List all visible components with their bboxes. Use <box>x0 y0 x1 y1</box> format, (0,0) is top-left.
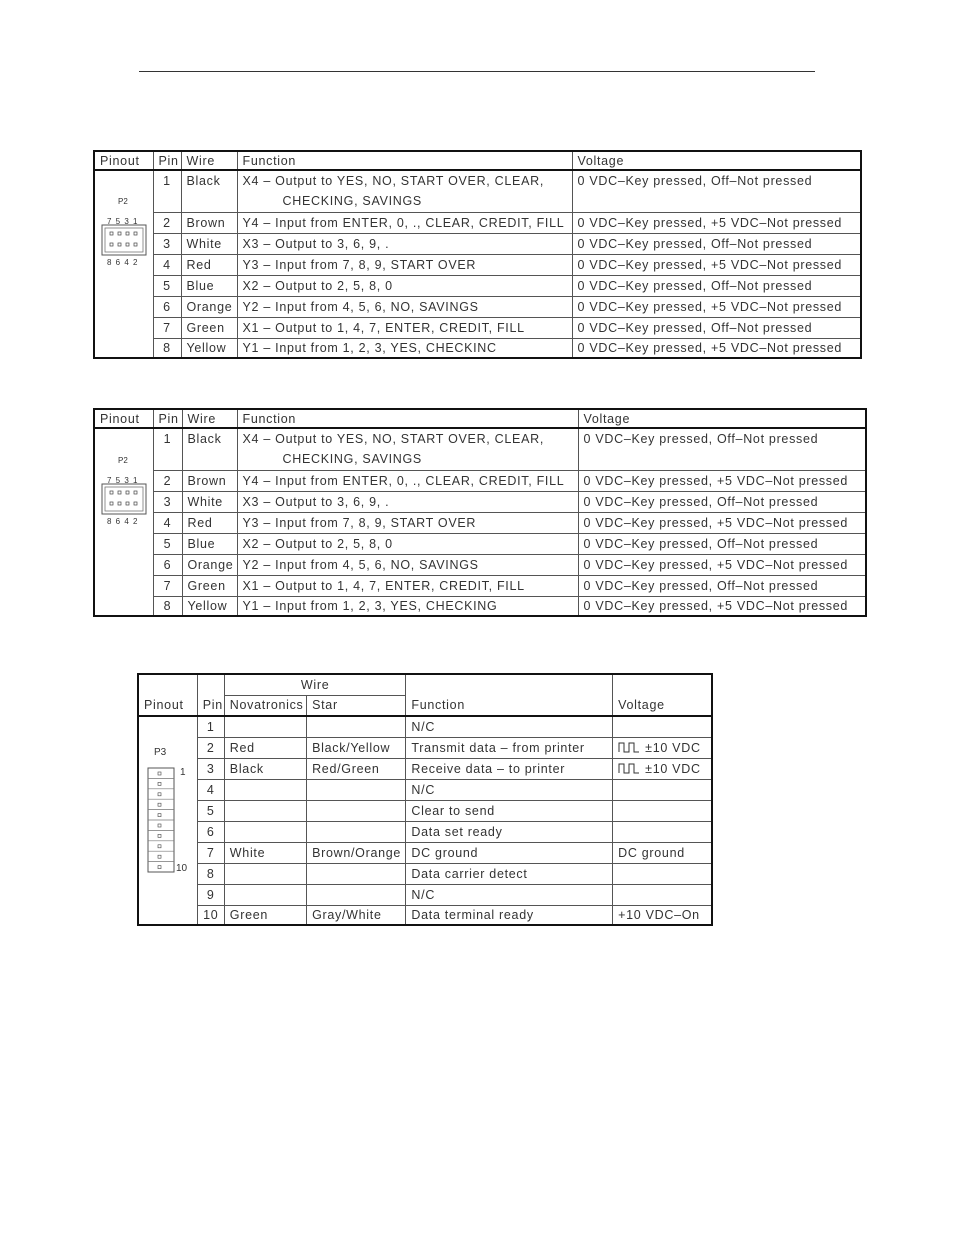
header-voltage: Voltage <box>578 409 866 428</box>
wire-cell: Green <box>182 575 237 596</box>
function-cell: N/C <box>406 779 613 800</box>
function-cell: X3 – Output to 3, 6, 9, . <box>237 233 572 254</box>
wire-cell: Orange <box>182 554 237 575</box>
header-pin: Pin <box>153 409 182 428</box>
header-novatronics: Novatronics <box>224 695 306 716</box>
function-cell: Y1 – Input from 1, 2, 3, YES, CHECKINC <box>237 338 572 358</box>
novatronics-cell: White <box>224 842 306 863</box>
pin-cell: 8 <box>197 863 224 884</box>
wire-cell: Blue <box>182 533 237 554</box>
connector-label: P2 <box>118 456 128 465</box>
novatronics-cell: Red <box>224 737 306 758</box>
header-pin: Pin <box>153 151 181 170</box>
p2-connector-diagram <box>99 191 149 271</box>
connector-cell <box>138 716 197 925</box>
pin-cell: 7 <box>153 575 182 596</box>
pin-cell: 1 <box>153 170 181 212</box>
function-line-1: X4 – Output to YES, NO, START OVER, CLEAR, <box>242 174 545 189</box>
voltage-cell: DC ground <box>613 842 712 863</box>
pin-cell: 9 <box>197 884 224 905</box>
function-cell: N/C <box>406 884 613 905</box>
star-cell: Gray/White <box>307 905 406 925</box>
star-cell: Black/Yellow <box>307 737 406 758</box>
novatronics-cell <box>224 779 306 800</box>
pin-cell: 6 <box>197 821 224 842</box>
function-cell: X1 – Output to 1, 4, 7, ENTER, CREDIT, FILL <box>237 575 578 596</box>
function-cell: X3 – Output to 3, 6, 9, . <box>237 491 578 512</box>
function-cell <box>237 428 578 470</box>
voltage-cell: 0 VDC–Key pressed, Off–Not pressed <box>578 533 866 554</box>
voltage-text: ±10 VDC <box>645 761 701 776</box>
pin-cell: 6 <box>153 554 182 575</box>
function-cell: Clear to send <box>406 800 613 821</box>
voltage-cell <box>613 716 712 737</box>
wire-cell: Black <box>181 170 237 212</box>
connector-last-pin: 10 <box>176 863 188 874</box>
function-cell: X1 – Output to 1, 4, 7, ENTER, CREDIT, FILL <box>237 317 572 338</box>
header-voltage: Voltage <box>613 674 712 716</box>
connector-icon <box>147 765 177 875</box>
wire-cell: Brown <box>182 470 237 491</box>
function-cell: Receive data – to printer <box>406 758 613 779</box>
p3-connector-diagram <box>147 741 195 881</box>
voltage-cell <box>613 821 712 842</box>
novatronics-cell <box>224 863 306 884</box>
voltage-cell: 0 VDC–Key pressed, Off–Not pressed <box>578 575 866 596</box>
wire-cell: Black <box>182 428 237 470</box>
voltage-cell: 0 VDC–Key pressed, +5 VDC–Not pressed <box>578 554 866 575</box>
voltage-cell <box>613 800 712 821</box>
pin-cell: 4 <box>153 254 181 275</box>
star-cell <box>307 821 406 842</box>
header-wire: Wire <box>181 151 237 170</box>
star-cell <box>307 779 406 800</box>
function-cell: X2 – Output to 2, 5, 8, 0 <box>237 275 572 296</box>
connector-label: P2 <box>118 197 128 206</box>
function-cell: Transmit data – from printer <box>406 737 613 758</box>
voltage-cell <box>613 863 712 884</box>
function-cell: Y2 – Input from 4, 5, 6, NO, SAVINGS <box>237 554 578 575</box>
voltage-cell <box>613 884 712 905</box>
novatronics-cell <box>224 884 306 905</box>
voltage-cell: 0 VDC–Key pressed, Off–Not pressed <box>578 491 866 512</box>
printer-pinout-table <box>137 673 713 926</box>
novatronics-cell: Green <box>224 905 306 925</box>
function-cell: Y2 – Input from 4, 5, 6, NO, SAVINGS <box>237 296 572 317</box>
function-cell: Y4 – Input from ENTER, 0, ., CLEAR, CREDIT, FILL <box>237 212 572 233</box>
voltage-cell: 0 VDC–Key pressed, +5 VDC–Not pressed <box>578 470 866 491</box>
header-pin: Pin <box>197 674 224 716</box>
star-cell <box>307 863 406 884</box>
header-wire: Wire <box>224 674 406 695</box>
pin-cell: 2 <box>153 470 182 491</box>
function-cell: DC ground <box>406 842 613 863</box>
voltage-cell: 0 VDC–Key pressed, +5 VDC–Not pressed <box>572 338 861 358</box>
star-cell <box>307 800 406 821</box>
pin-cell: 7 <box>197 842 224 863</box>
pulse-waveform-icon <box>618 763 642 774</box>
connector-bottom-pins: 8 6 4 2 <box>107 258 139 267</box>
voltage-cell: 0 VDC–Key pressed, +5 VDC–Not pressed <box>578 512 866 533</box>
function-line-2: CHECKING, SAVINGS <box>282 452 422 467</box>
voltage-cell: 0 VDC–Key pressed, +5 VDC–Not pressed <box>572 212 861 233</box>
novatronics-cell <box>224 800 306 821</box>
voltage-cell: +10 VDC–On <box>613 905 712 925</box>
pin-cell: 1 <box>197 716 224 737</box>
connector-cell <box>94 170 153 358</box>
wire-cell: Brown <box>181 212 237 233</box>
voltage-cell: 0 VDC–Key pressed, Off–Not pressed <box>578 428 866 470</box>
header-rule <box>139 71 815 72</box>
header-pinout: Pinout <box>138 674 197 716</box>
keypad-pinout-table-1 <box>93 150 862 359</box>
voltage-cell: 0 VDC–Key pressed, +5 VDC–Not pressed <box>578 596 866 616</box>
function-line-1: X4 – Output to YES, NO, START OVER, CLEAR, <box>242 432 545 447</box>
header-function: Function <box>237 151 572 170</box>
novatronics-cell: Black <box>224 758 306 779</box>
novatronics-cell <box>224 821 306 842</box>
function-cell: Data terminal ready <box>406 905 613 925</box>
wire-cell: White <box>182 491 237 512</box>
header-pinout: Pinout <box>94 151 153 170</box>
pin-cell: 3 <box>197 758 224 779</box>
header-function: Function <box>406 674 613 716</box>
function-cell: Y3 – Input from 7, 8, 9, START OVER <box>237 254 572 275</box>
pin-cell: 7 <box>153 317 181 338</box>
pin-cell: 3 <box>153 233 181 254</box>
pin-cell: 5 <box>197 800 224 821</box>
header-pinout: Pinout <box>94 409 153 428</box>
wire-cell: Blue <box>181 275 237 296</box>
function-cell: X2 – Output to 2, 5, 8, 0 <box>237 533 578 554</box>
voltage-cell <box>613 758 712 779</box>
pin-cell: 6 <box>153 296 181 317</box>
function-cell: Data carrier detect <box>406 863 613 884</box>
voltage-cell: 0 VDC–Key pressed, +5 VDC–Not pressed <box>572 296 861 317</box>
voltage-text: ±10 VDC <box>645 740 701 755</box>
wire-cell: Red <box>181 254 237 275</box>
connector-top-pins: 7 5 3 1 <box>107 476 139 485</box>
connector-label: P3 <box>154 747 167 758</box>
pin-cell: 5 <box>153 275 181 296</box>
function-cell: N/C <box>406 716 613 737</box>
connector-cell <box>94 428 153 616</box>
function-line-2: CHECKING, SAVINGS <box>282 194 422 209</box>
wire-cell: Green <box>181 317 237 338</box>
pin-cell: 1 <box>153 428 182 470</box>
voltage-cell: 0 VDC–Key pressed, Off–Not pressed <box>572 275 861 296</box>
wire-cell: Orange <box>181 296 237 317</box>
pin-cell: 2 <box>197 737 224 758</box>
pin-cell: 4 <box>197 779 224 800</box>
pin-cell: 3 <box>153 491 182 512</box>
pin-cell: 8 <box>153 338 181 358</box>
function-cell: Y3 – Input from 7, 8, 9, START OVER <box>237 512 578 533</box>
function-cell: Y4 – Input from ENTER, 0, ., CLEAR, CREDIT, FILL <box>237 470 578 491</box>
function-cell <box>237 170 572 212</box>
keypad-pinout-table-2 <box>93 408 867 617</box>
header-voltage: Voltage <box>572 151 861 170</box>
pin-cell: 8 <box>153 596 182 616</box>
novatronics-cell <box>224 716 306 737</box>
pin-cell: 5 <box>153 533 182 554</box>
wire-cell: Red <box>182 512 237 533</box>
header-wire: Wire <box>182 409 237 428</box>
wire-cell: Yellow <box>182 596 237 616</box>
wire-cell: Yellow <box>181 338 237 358</box>
header-function: Function <box>237 409 578 428</box>
voltage-cell: 0 VDC–Key pressed, +5 VDC–Not pressed <box>572 254 861 275</box>
pin-cell: 4 <box>153 512 182 533</box>
pulse-waveform-icon <box>618 742 642 753</box>
wire-cell: White <box>181 233 237 254</box>
voltage-cell <box>613 779 712 800</box>
connector-bottom-pins: 8 6 4 2 <box>107 517 139 526</box>
star-cell <box>307 884 406 905</box>
connector-first-pin: 1 <box>180 767 186 778</box>
voltage-cell: 0 VDC–Key pressed, Off–Not pressed <box>572 233 861 254</box>
star-cell: Red/Green <box>307 758 406 779</box>
pin-cell: 10 <box>197 905 224 925</box>
connector-top-pins: 7 5 3 1 <box>107 217 139 226</box>
function-cell: Data set ready <box>406 821 613 842</box>
voltage-cell <box>613 737 712 758</box>
star-cell: Brown/Orange <box>307 842 406 863</box>
star-cell <box>307 716 406 737</box>
header-star: Star <box>307 695 406 716</box>
voltage-cell: 0 VDC–Key pressed, Off–Not pressed <box>572 170 861 212</box>
voltage-cell: 0 VDC–Key pressed, Off–Not pressed <box>572 317 861 338</box>
p2-connector-diagram <box>99 450 149 530</box>
pin-cell: 2 <box>153 212 181 233</box>
function-cell: Y1 – Input from 1, 2, 3, YES, CHECKING <box>237 596 578 616</box>
